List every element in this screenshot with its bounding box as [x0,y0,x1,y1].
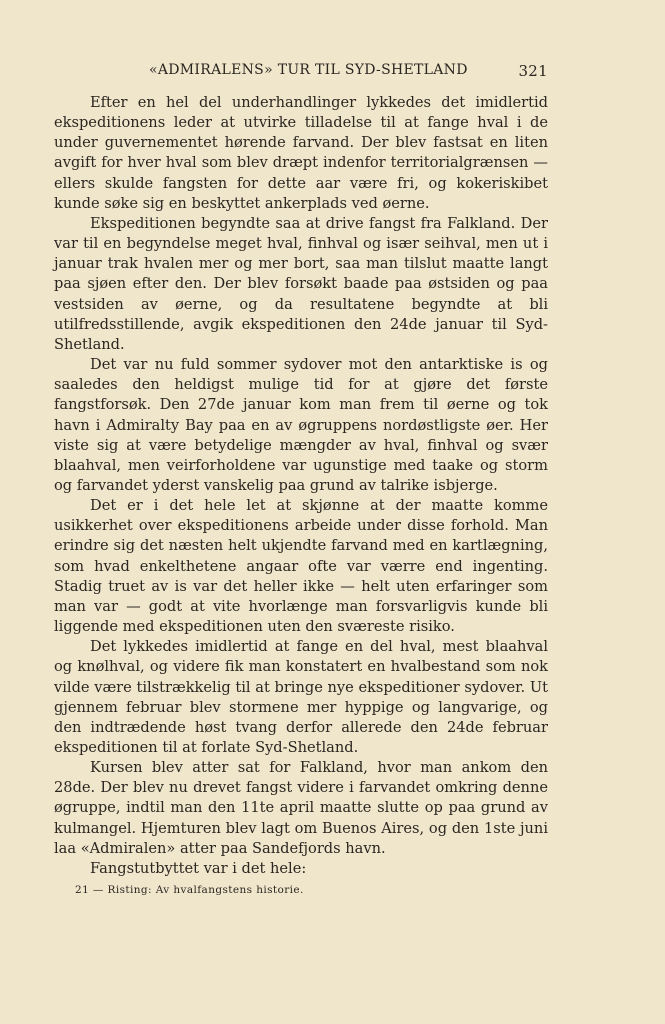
body-text [54,93,548,879]
paragraph: Det lykkedes imidlertid at fange en del hval, mest blaahval og knølhval, og videre fik man konstatert en hvalbestand som nok vilde være tilstrækkelig til at bringe nye ekspeditioner sydover. Ut gjennem februar blev stormene mer hyppige og langvarige, og den indtrædende høst tvang derfor allerede den 24de februar ekspeditionen til at forlate Syd-Shetland. [54,638,548,756]
page-number: 321 [518,62,548,80]
running-title: «ADMIRALENS» TUR TIL SYD-SHETLAND [149,62,468,78]
paragraph: Det er i det hele let at skjønne at der maatte komme usikkerhet over ekspeditionens arbeide under disse forhold. Man erindre sig det næsten helt ukjendte farvand med en kartlægning, som hvad enkelthetene angaar ofte var værre end ingenting. Stadig truet av is var det heller ikke — helt uten erfaringer som man var — godt at vite hvorlænge man forsvarligvis kunde bli liggende med ekspeditionen uten den sværeste risiko. [54,497,548,636]
signature-line: 21 — Risting: Av hvalfangstens historie. [75,884,304,896]
paragraph: Fangstutbyttet var i det hele: [90,859,307,877]
paragraph: Efter en hel del underhandlinger lykkedes det imidlertid ekspeditionens leder at utvirke tilladelse til at fange hval i de under guvernementet hørende farvand. Der blev fastsat en liten avgift for hver hval som blev dræpt indenfor territorialgrænsen — ellers skulde fangsten for dette aar være fri, og kokeriskibet kunde søke sig en beskyttet ankerplads ved øerne. [54,94,548,212]
paragraph: Kursen blev atter sat for Falkland, hvor man ankom den 28de. Der blev nu drevet fangst videre i farvandet omkring denne øgruppe, indtil man den 11te april maatte slutte op paa grund av kulmangel. Hjemturen blev lagt om Buenos Aires, og den 1ste juni laa «Admiralen» atter paa Sandefjords havn. [54,759,548,857]
paragraph: Ekspeditionen begyndte saa at drive fangst fra Falkland. Der var til en begyndelse meget hval, finhval og især seihval, men ut i januar trak hvalen mer og mer bort, saa man tilslut maatte langt paa sjøen efter den. Der blev forsøkt baade paa østsiden og paa vestsiden av øerne, og da resultatene begyndte at bli utilfredsstillende, avgik ekspeditionen den 24de januar til Syd-Shetland. [54,214,548,353]
paragraph: Det var nu fuld sommer sydover mot den antarktiske is og saaledes den heldigst mulige tid for at gjøre det første fangstforsøk. Den 27de januar kom man frem til øerne og tok havn i Admiralty Bay paa en av øgruppens nordøstligste øer. Her viste sig at være betydelige mængder av hval, finhval og svær blaahval, men veirforholdene var ugunstige med taake og storm og farvandet yderst vanskelig paa grund av talrike isbjerge. [54,356,548,494]
